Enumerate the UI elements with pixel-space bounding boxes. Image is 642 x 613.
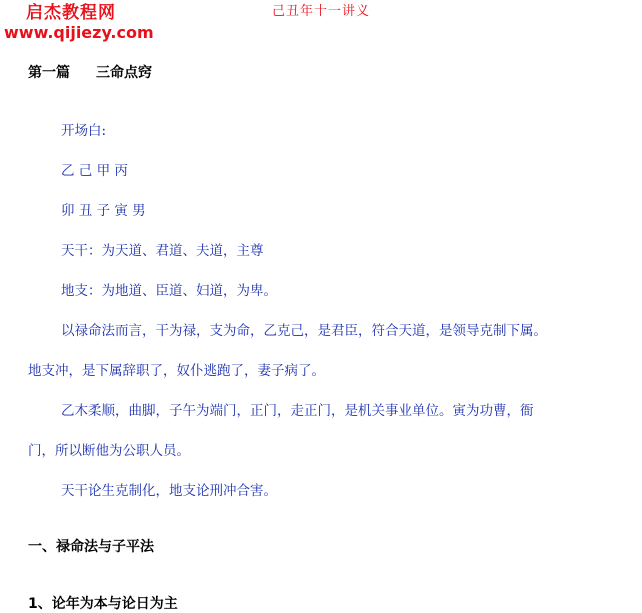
stems-line: 乙 己 甲 丙 — [61, 163, 128, 179]
watermark-site-name: 启杰教程网 — [26, 3, 116, 23]
paragraph-1-line-1: 以禄命法而言，干为禄，支为命，乙克己，是君臣，符合天道，是领导克制下属。 — [61, 323, 547, 339]
paragraph-2-line-1: 乙木柔顺，曲脚，子午为端门，正门，走正门，是机关事业单位。寅为功曹，衙 — [61, 403, 534, 419]
watermark-logo — [4, 4, 154, 42]
chapter-title: 三命点窍 — [96, 65, 152, 81]
opening-line: 开场白: — [61, 123, 107, 139]
paragraph-2-line-2: 门，所以断他为公职人员。 — [28, 443, 190, 459]
paragraph-1-line-2: 地支冲，是下属辞职了，奴仆逃跑了，妻子病了。 — [28, 363, 325, 379]
earth-branches-line: 地支：为地道、臣道、妇道，为卑。 — [61, 283, 277, 299]
branches-line: 卯 丑 子 寅 男 — [61, 203, 146, 219]
section-heading-1: 一、禄命法与子平法 — [28, 539, 154, 555]
chapter-number: 第一篇 — [28, 65, 70, 81]
watermark-url: www.qijiezy.com — [4, 22, 154, 42]
document-header-title: 己丑年十一讲义 — [272, 4, 371, 19]
chapter-heading — [28, 62, 152, 82]
subsection-heading-1-1: 1、论年为本与论日为主 — [28, 596, 178, 612]
heaven-stems-line: 天干：为天道、君道、夫道，主尊 — [61, 243, 264, 259]
paragraph-3: 天干论生克制化，地支论刑冲合害。 — [61, 483, 277, 499]
